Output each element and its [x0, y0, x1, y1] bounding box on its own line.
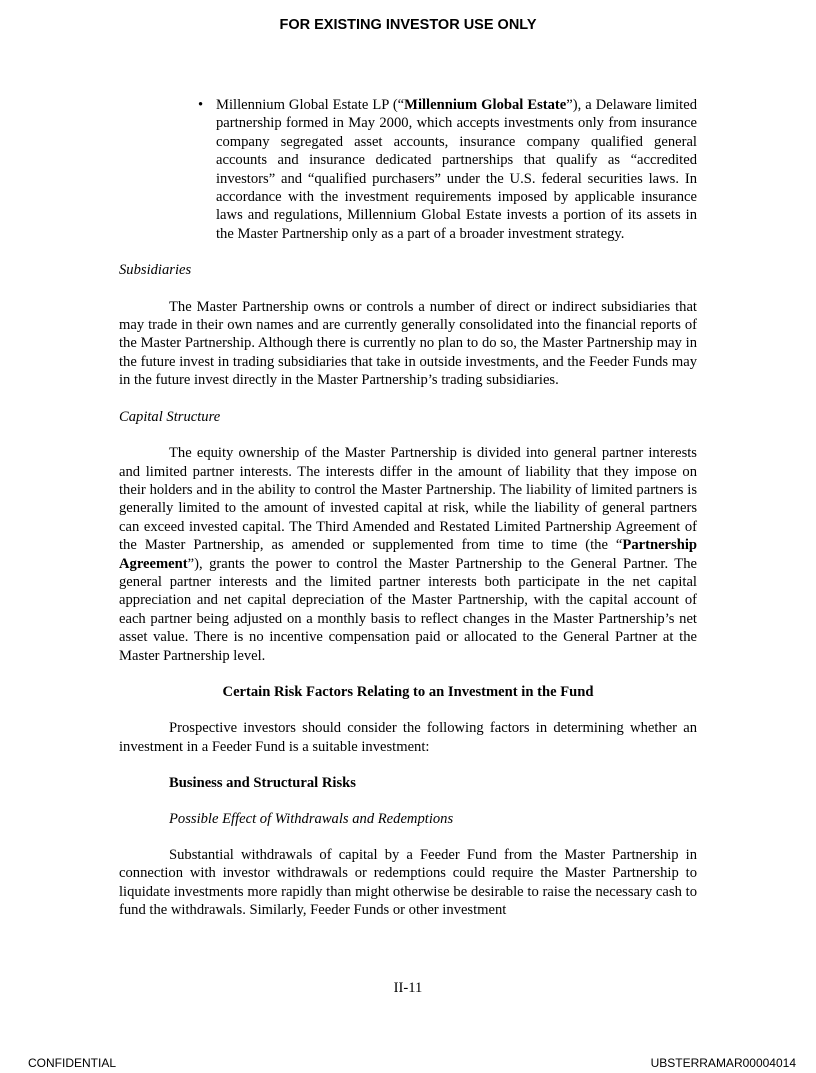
confidential-footer: CONFIDENTIAL [28, 1056, 117, 1070]
subsidiaries-heading: Subsidiaries [119, 262, 192, 279]
bullet-icon: • [198, 97, 204, 113]
bates-number: UBSTERRAMAR00004014 [650, 1056, 796, 1070]
partnership-agreement-term: Partnership Agreement [119, 537, 697, 572]
capital-structure-text-post: ”), grants the power to control the Master Partnership to the General Partner. The general partner interests and the limited partner interests both participate in the net capital appreciation and net capital depreciation of the Master Partnership, with the capital account of each partner being adjusted on a monthly basis to reflect changes in the Master Partnership’s net asset value. There is no incentive compensation paid or allocated to the General Partner at the Master Partnership level. [119, 555, 697, 664]
document-body [119, 96, 697, 920]
withdrawals-paragraph: Substantial withdrawals of capital by a Feeder Fund from the Master Partnership in connection with investor withdrawals or redemptions could require the Master Partnership to liquidate investments more rapidly than might otherwise be desirable to raise the necessary cash to fund the withdrawals. Similarly, Feeder Funds or other investment [119, 847, 697, 919]
risk-factors-intro: Prospective investors should consider the following factors in determining whether an investment in a Feeder Fund is a suitable investment: [119, 720, 697, 755]
page-number: II-11 [393, 980, 423, 996]
risk-factors-heading: Certain Risk Factors Relating to an Investment in the Fund [222, 683, 594, 700]
bullet-defined-term: Millennium Global Estate [404, 97, 567, 113]
capital-structure-text-pre: The equity ownership of the Master Partnership is divided into general partner interests and limited partner interests. The interests differ in the amount of liability that they impose on their holders and in the ability to control the Master Partnership. The liability of limited partners is generally limited to the amount of invested capital at risk, while the liability of general partners can exceed invested capital. The Third Amended and Restated Limited Partnership Agreement of the Master Partnership, as amended or supplemented from time to time (the “ [119, 445, 697, 554]
withdrawals-heading: Possible Effect of Withdrawals and Redemptions [169, 810, 454, 827]
subsidiaries-paragraph: The Master Partnership owns or controls a number of direct or indirect subsidiaries that may trade in their own names and are currently generally consolidated into the financial reports of the Master Partnership. Although there is currently no plan to do so, the Master Partnership may in the future invest in trading subsidiaries that take in outside investments, and the Feeder Funds may in the future invest directly in the Master Partnership’s trading subsidiaries. [119, 298, 697, 389]
bullet-text-pre: Millennium Global Estate LP (“ [216, 97, 405, 113]
confidentiality-header: FOR EXISTING INVESTOR USE ONLY [279, 17, 537, 33]
business-structural-risks-heading: Business and Structural Risks [169, 775, 356, 792]
capital-structure-paragraph [119, 444, 697, 665]
bullet-text-post: ”), a Delaware limited partnership formed in May 2000, which accepts investments only from insurance company segregated asset accounts, insurance company qualified general accounts and insurance dedicated partnerships that qualify as “accredited investors” and “qualified purchasers” under the U.S. federal securities laws. In accordance with the investment requirements imposed by applicable insurance laws and regulations, Millennium Global Estate invests a portion of its assets in the Master Partnership only as a part of a broader investment strategy. [216, 97, 697, 242]
capital-structure-heading: Capital Structure [119, 408, 221, 425]
bullet-item-millennium-global-estate [119, 96, 697, 243]
